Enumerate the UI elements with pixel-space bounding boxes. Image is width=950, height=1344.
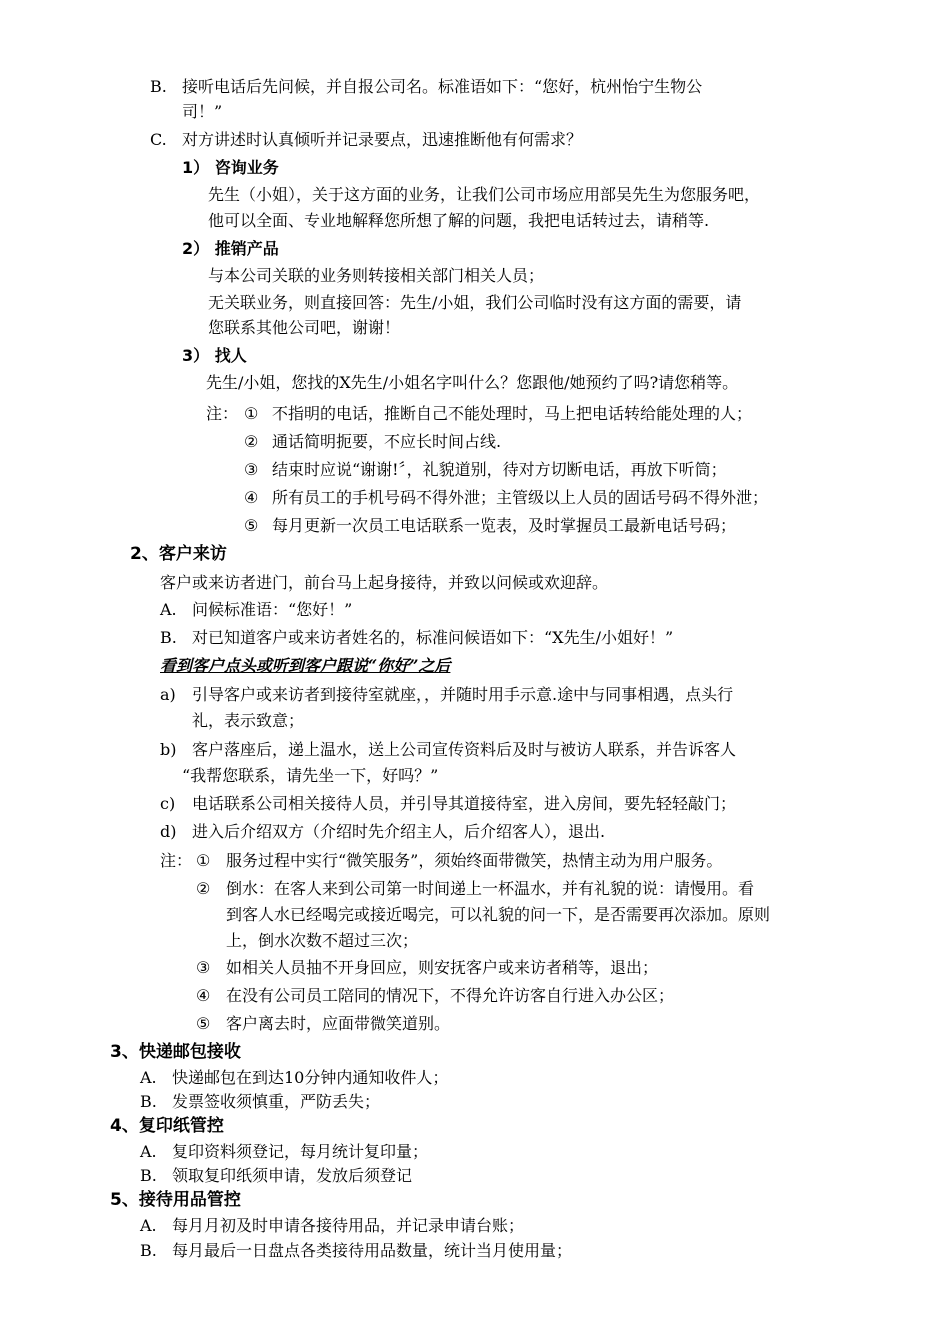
- note-number: ⑤: [244, 516, 259, 535]
- step-b-line2: “我帮您联系，请先坐一下，好吗？”: [182, 766, 439, 785]
- item-marker-c: C.: [150, 130, 167, 149]
- section-heading-supplies: 5、接待用品管控: [110, 1190, 241, 1210]
- express-item-a: 快递邮包在到达10分钟内通知收件人；: [172, 1068, 449, 1087]
- note-text: 通话简明扼要，不应长时间占线.: [272, 432, 502, 451]
- item-marker-b: B.: [150, 77, 167, 96]
- item-marker-b: B.: [160, 628, 177, 647]
- notes-label: 注：: [160, 851, 193, 870]
- item-b-text-line2: 司！”: [182, 102, 223, 121]
- note-text: 在没有公司员工陪同的情况下，不得允许访客自行进入办公区；: [226, 986, 675, 1005]
- supplies-item-a: 每月月初及时申请各接待用品，并记录申请台账；: [172, 1216, 525, 1235]
- note-text: 如相关人员抽不开身回应，则安抚客户或来访者稍等，退出；: [226, 958, 659, 977]
- note-text-line2: 到客人水已经喝完或接近喝完，可以礼貌的问一下，是否需要再次添加。原则: [226, 905, 771, 924]
- note-number: ②: [196, 879, 211, 898]
- step-b-line1: 客户落座后，递上温水，送上公司宣传资料后及时与被访人联系，并告诉客人: [192, 740, 737, 759]
- step-c-line1: 电话联系公司相关接待人员，并引导其道接待室，进入房间，要先轻轻敲门；: [192, 794, 737, 813]
- subheading-consult: 1） 咨询业务: [182, 158, 279, 177]
- note-text: 不指明的电话，推断自己不能处理时，马上把电话转给能处理的人；: [272, 404, 753, 423]
- note-text: 所有员工的手机号码不得外泄；主管级以上人员的固话号码不得外泄；: [272, 488, 769, 507]
- note-text: 结束时应说“谢谢!〞，礼貌道别，待对方切断电话，再放下听筒；: [272, 460, 727, 479]
- note-text: 服务过程中实行“微笑服务”，须始终面带微笑，热情主动为用户服务。: [226, 851, 723, 870]
- step-marker-d: d): [160, 822, 177, 841]
- item-marker-a: A.: [140, 1068, 157, 1087]
- item-marker-b: B.: [140, 1092, 157, 1111]
- step-a-line1: 引导客户或来访者到接待室就座，，并随时用手示意.途中与同事相遇，点头行: [192, 685, 734, 704]
- find-text-line1: 先生/小姐，您找的X先生/小姐名字叫什么？您跟他/她预约了吗?请您稍等。: [206, 373, 739, 392]
- note-number: ⑤: [196, 1014, 211, 1033]
- promo-text-line1: 与本公司关联的业务则转接相关部门相关人员；: [208, 266, 545, 285]
- step-marker-b: b): [160, 740, 177, 759]
- note-number: ④: [244, 488, 259, 507]
- note-number: ③: [196, 958, 211, 977]
- item-marker-b: B.: [140, 1241, 157, 1260]
- step-marker-c: c): [160, 794, 176, 813]
- subheading-after-greeting: 看到客户点头或听到客户跟说“你好”之后: [160, 656, 451, 675]
- copy-item-b: 领取复印纸须申请，发放后须登记: [172, 1166, 413, 1185]
- note-text: 客户离去时，应面带微笑道别。: [226, 1014, 451, 1033]
- item-marker-b: B.: [140, 1166, 157, 1185]
- subheading-find: 3） 找人: [182, 346, 247, 365]
- step-d-line1: 进入后介绍双方（介绍时先介绍主人，后介绍客人），退出.: [192, 822, 606, 841]
- note-text-line3: 上，倒水次数不超过三次；: [226, 931, 419, 950]
- step-marker-a: a): [160, 685, 176, 704]
- note-number: ①: [244, 404, 259, 423]
- step-a-line2: 礼，表示致意；: [192, 711, 305, 730]
- visitors-intro: 客户或来访者进门，前台马上起身接待，并致以问候或欢迎辞。: [160, 573, 609, 592]
- item-marker-a: A.: [140, 1142, 157, 1161]
- greeting-named: 对已知道客户或来访者姓名的，标准问候语如下：“X先生/小姐好！”: [192, 628, 674, 647]
- express-item-b: 发票签收须慎重，严防丢失；: [172, 1092, 381, 1111]
- copy-item-a: 复印资料须登记，每月统计复印量；: [172, 1142, 429, 1161]
- greeting-standard: 问候标准语：“您好！”: [192, 600, 353, 619]
- promo-text-line2: 无关联业务，则直接回答：先生/小姐，我们公司临时没有这方面的需要，请: [208, 293, 742, 312]
- item-c-text: 对方讲述时认真倾听并记录要点，迅速推断他有何需求？: [182, 130, 583, 149]
- note-number: ①: [196, 851, 211, 870]
- note-number: ②: [244, 432, 259, 451]
- item-b-text-line1: 接听电话后先问候，并自报公司名。标准语如下：“您好，杭州怡宁生物公: [182, 77, 703, 96]
- promo-text-line3: 您联系其他公司吧，谢谢！: [208, 318, 401, 337]
- note-number: ④: [196, 986, 211, 1005]
- item-marker-a: A.: [140, 1216, 157, 1235]
- section-heading-copy-paper: 4、复印纸管控: [110, 1116, 224, 1136]
- section-heading-visitors: 2、客户来访: [130, 544, 227, 564]
- consult-text-line1: 先生（小姐），关于这方面的业务，让我们公司市场应用部吴先生为您服务吧，: [208, 185, 761, 204]
- item-marker-a: A.: [160, 600, 177, 619]
- consult-text-line2: 他可以全面、专业地解释您所想了解的问题，我把电话转过去，请稍等.: [208, 211, 710, 230]
- note-text: 每月更新一次员工电话联系一览表，及时掌握员工最新电话号码；: [272, 516, 737, 535]
- note-number: ③: [244, 460, 259, 479]
- section-heading-express: 3、快递邮包接收: [110, 1042, 241, 1062]
- subheading-promo: 2） 推销产品: [182, 239, 279, 258]
- note-text-line1: 倒水：在客人来到公司第一时间递上一杯温水，并有礼貌的说：请慢用。看: [226, 879, 755, 898]
- supplies-item-b: 每月最后一日盘点各类接待用品数量，统计当月使用量；: [172, 1241, 573, 1260]
- notes-label: 注：: [206, 404, 239, 423]
